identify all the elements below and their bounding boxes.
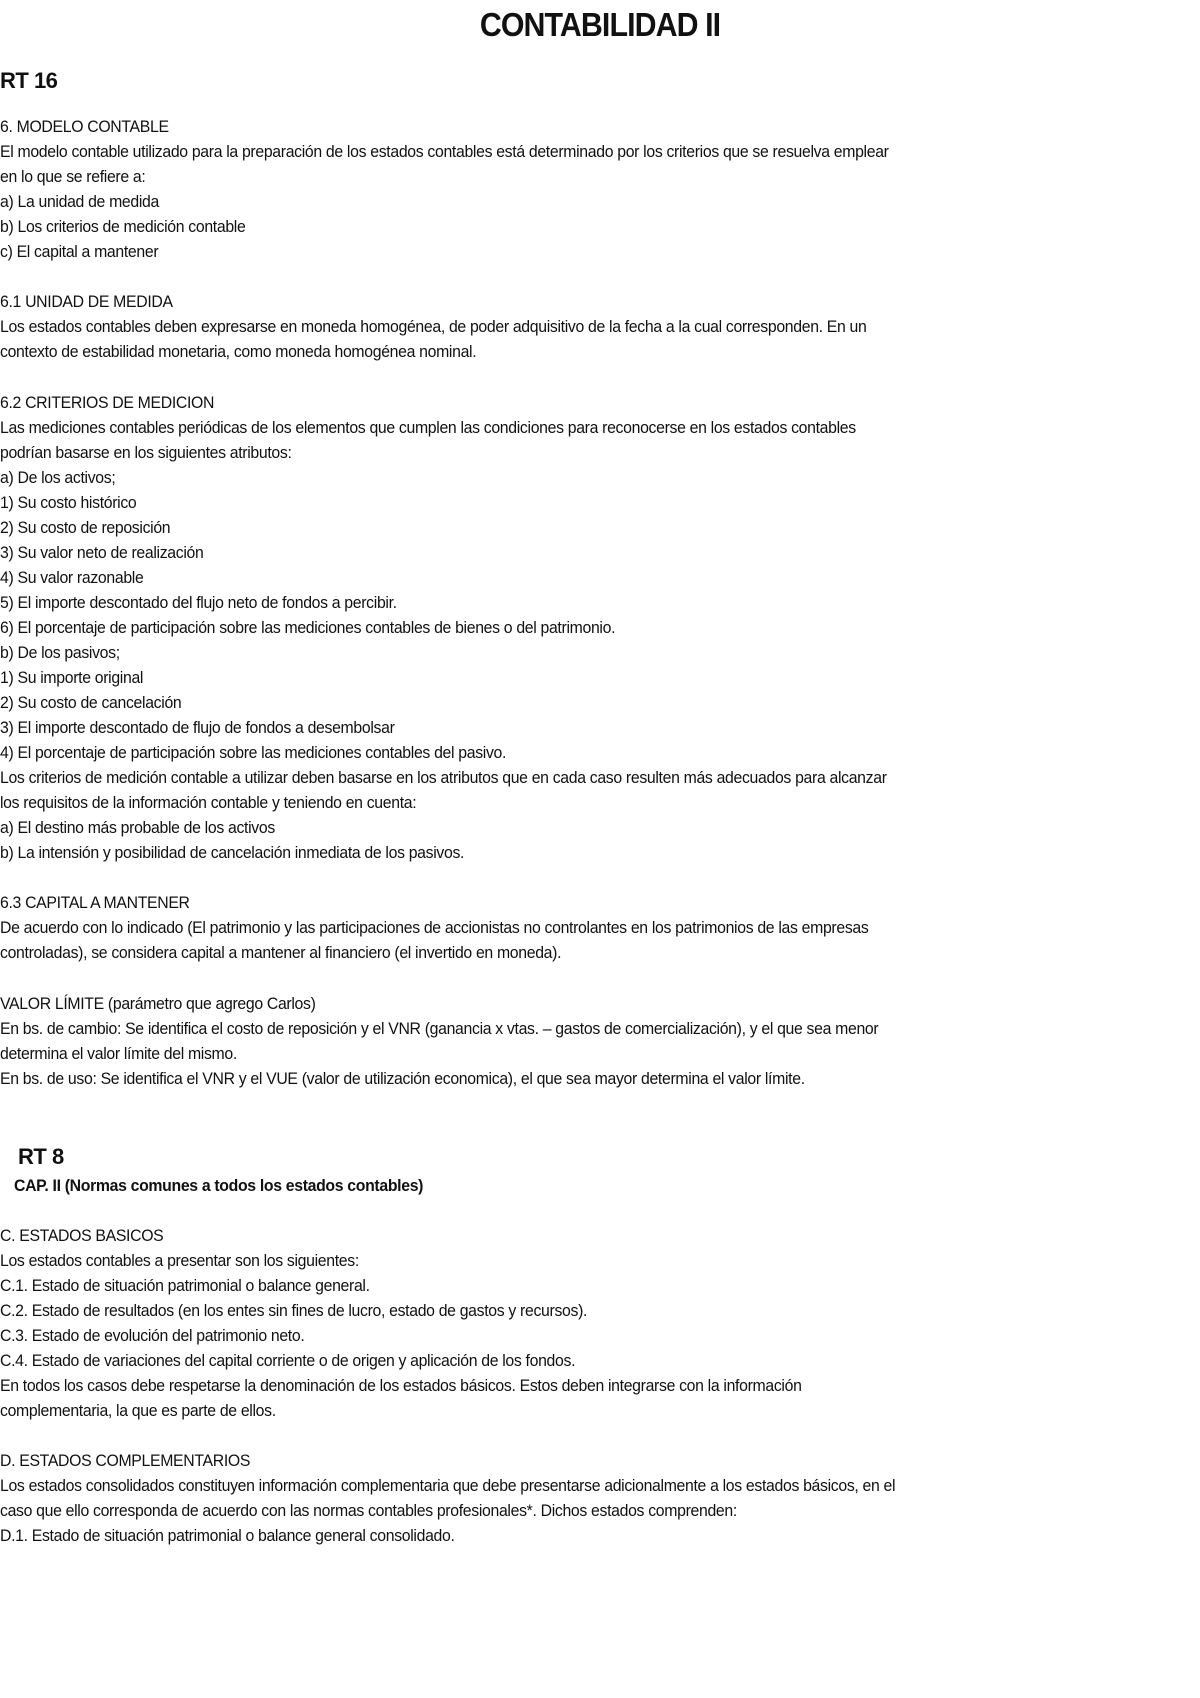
rt8-heading: RT 8 — [18, 1144, 64, 1169]
section-6-1-heading: 6.1 UNIDAD DE MEDIDA — [0, 292, 173, 311]
list-item: 4) Su valor razonable — [0, 568, 144, 587]
list-item: 2) Su costo de reposición — [0, 518, 171, 537]
list-item: c) El capital a mantener — [0, 242, 159, 261]
paragraph-line: podrían basarse en los siguientes atributos: — [0, 443, 292, 462]
list-item: a) De los activos; — [0, 468, 116, 487]
list-item: b) La intensión y posibilidad de cancelación inmediata de los pasivos. — [0, 843, 465, 862]
paragraph-line: complementaria, la que es parte de ellos. — [0, 1401, 276, 1420]
section-6-heading: 6. MODELO CONTABLE — [0, 117, 169, 136]
section-6-2-heading: 6.2 CRITERIOS DE MEDICION — [0, 393, 215, 412]
list-item: 4) El porcentaje de participación sobre las mediciones contables del pasivo. — [0, 743, 507, 762]
paragraph-line: En todos los casos debe respetarse la denominación de los estados básicos. Estos deben integrarse con la información — [0, 1376, 802, 1395]
list-item: 1) Su importe original — [0, 668, 144, 687]
paragraph-line: Los estados contables a presentar son los siguientes: — [0, 1251, 359, 1270]
chapter-heading: CAP. II (Normas comunes a todos los estados contables) — [14, 1176, 424, 1195]
paragraph-line: contexto de estabilidad monetaria, como moneda homogénea nominal. — [0, 342, 477, 361]
section-6-3-heading: 6.3 CAPITAL A MANTENER — [0, 893, 190, 912]
list-item: a) El destino más probable de los activos — [0, 818, 275, 837]
paragraph-line: En bs. de uso: Se identifica el VNR y el VUE (valor de utilización economica), el que sea mayor determina el valor límite. — [0, 1069, 805, 1088]
list-item: b) Los criterios de medición contable — [0, 217, 246, 236]
paragraph-line: los requisitos de la información contable y teniendo en cuenta: — [0, 793, 417, 812]
rt16-heading: RT 16 — [0, 68, 58, 93]
list-item: 1) Su costo histórico — [0, 493, 137, 512]
paragraph-line: determina el valor límite del mismo. — [0, 1044, 237, 1063]
paragraph-line: en lo que se refiere a: — [0, 167, 146, 186]
list-item: 6) El porcentaje de participación sobre las mediciones contables de bienes o del patrimonio. — [0, 618, 616, 637]
document-title: CONTABILIDAD II — [479, 6, 721, 43]
paragraph-line: Los criterios de medición contable a utilizar deben basarse en los atributos que en cada caso resulten más adecuados para alcanzar — [0, 768, 887, 787]
list-item: a) La unidad de medida — [0, 192, 159, 211]
list-item: C.1. Estado de situación patrimonial o balance general. — [0, 1276, 370, 1295]
list-item: C.3. Estado de evolución del patrimonio neto. — [0, 1326, 305, 1345]
section-c-heading: C. ESTADOS BASICOS — [0, 1226, 164, 1245]
paragraph-line: Las mediciones contables periódicas de los elementos que cumplen las condiciones para reconocerse en los estados contables — [0, 418, 856, 437]
paragraph-line: Los estados consolidados constituyen información complementaria que debe presentarse adicionalmente a los estados básicos, en el — [0, 1476, 896, 1495]
paragraph-line: Los estados contables deben expresarse en moneda homogénea, de poder adquisitivo de la fecha a la cual corresponden. En un — [0, 317, 867, 336]
list-item: D.1. Estado de situación patrimonial o balance general consolidado. — [0, 1526, 455, 1545]
paragraph-line: controladas), se considera capital a mantener al financiero (el invertido en moneda). — [0, 943, 562, 962]
paragraph-line: El modelo contable utilizado para la preparación de los estados contables está determinado por los criterios que se resuelva emplear — [0, 142, 889, 161]
section-d-heading: D. ESTADOS COMPLEMENTARIOS — [0, 1451, 251, 1470]
list-item: 5) El importe descontado del flujo neto de fondos a percibir. — [0, 593, 397, 612]
list-item: b) De los pasivos; — [0, 643, 120, 662]
list-item: C.4. Estado de variaciones del capital corriente o de origen y aplicación de los fondos. — [0, 1351, 576, 1370]
list-item: 2) Su costo de cancelación — [0, 693, 182, 712]
list-item: 3) El importe descontado de flujo de fondos a desembolsar — [0, 718, 395, 737]
valor-limite-heading: VALOR LÍMITE (parámetro que agrego Carlos) — [0, 994, 316, 1013]
paragraph-line: caso que ello corresponda de acuerdo con las normas contables profesionales*. Dichos estados comprenden: — [0, 1501, 737, 1520]
paragraph-line: En bs. de cambio: Se identifica el costo de reposición y el VNR (ganancia x vtas. – gastos de comercialización), y el que sea menor — [0, 1019, 879, 1038]
paragraph-line: De acuerdo con lo indicado (El patrimonio y las participaciones de accionistas no controlantes en los patrimonios de las empresas — [0, 918, 869, 937]
list-item: 3) Su valor neto de realización — [0, 543, 204, 562]
list-item: C.2. Estado de resultados (en los entes sin fines de lucro, estado de gastos y recursos). — [0, 1301, 588, 1320]
